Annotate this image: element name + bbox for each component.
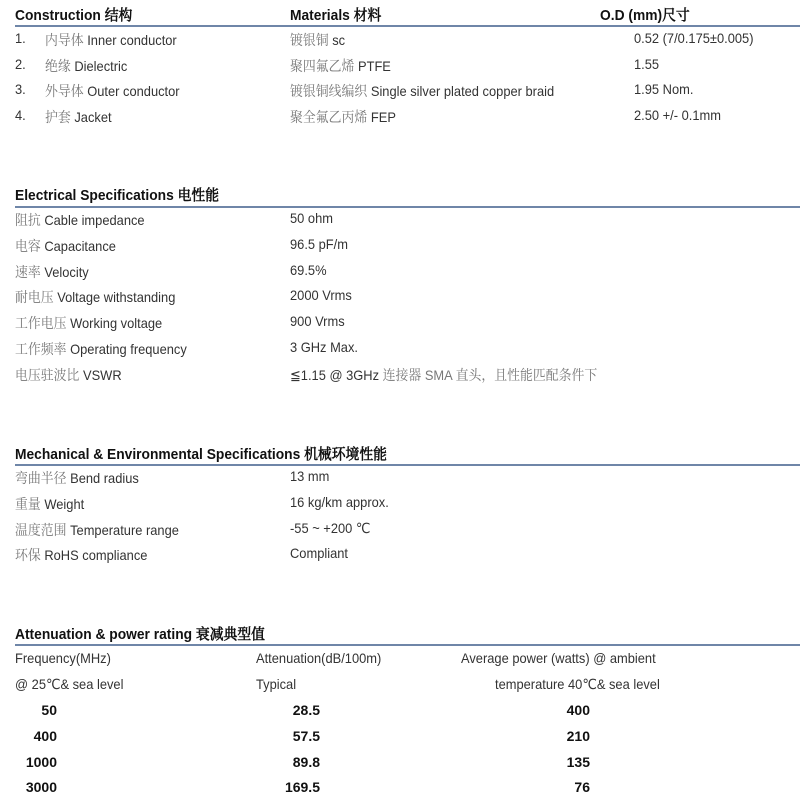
construction-item bbox=[45, 81, 180, 101]
electrical-value bbox=[290, 236, 348, 252]
mechanical-label-en: RoHS compliance bbox=[44, 547, 148, 564]
attenuation-header: Attenuation & power rating 衰减典型值 bbox=[15, 626, 265, 643]
electrical-value bbox=[290, 210, 333, 226]
construction-material-en: Single silver plated copper braid bbox=[370, 83, 555, 99]
construction-row-number: 4. bbox=[15, 106, 26, 123]
electrical-label bbox=[15, 287, 175, 307]
electrical-label-cn: 电容 bbox=[15, 237, 41, 254]
construction-od: 2.50 +/- 0.1mm bbox=[634, 106, 721, 123]
mechanical-label bbox=[15, 468, 139, 488]
mechanical-label-cn: 环保 bbox=[15, 547, 41, 564]
electrical-label-en: Velocity bbox=[44, 263, 89, 280]
construction-row-number: 3. bbox=[15, 81, 26, 97]
electrical-label bbox=[15, 365, 122, 385]
construction-row-number: 2. bbox=[15, 55, 26, 72]
mechanical-header: Mechanical & Environmental Specifications 机械环境性能 bbox=[15, 446, 387, 463]
construction-item-en: Jacket bbox=[74, 108, 112, 125]
construction-row-number: 1. bbox=[15, 30, 26, 46]
electrical-value-note: 连接器 SMA 直头，且性能匹配条件下 bbox=[382, 366, 598, 383]
construction-item-cn: 绝缘 bbox=[45, 57, 71, 74]
electrical-value bbox=[290, 287, 352, 303]
construction-item-en: Dielectric bbox=[74, 57, 128, 74]
frequency-value: 1000 bbox=[25, 753, 57, 770]
attenuation-value: 89.8 bbox=[292, 753, 320, 770]
construction-material bbox=[290, 107, 396, 127]
electrical-label-en: Voltage withstanding bbox=[57, 289, 176, 306]
construction-item-cn: 内导体 bbox=[45, 32, 84, 48]
electrical-label-cn: 速率 bbox=[15, 263, 41, 280]
mechanical-label bbox=[15, 494, 84, 514]
electrical-value bbox=[290, 262, 327, 278]
electrical-value bbox=[290, 313, 345, 329]
mechanical-label bbox=[15, 545, 147, 565]
frequency-column-header: Frequency(MHz) bbox=[15, 650, 111, 666]
mechanical-label-en: Bend radius bbox=[70, 470, 139, 486]
electrical-value bbox=[290, 365, 597, 385]
construction-item-cn: 外导体 bbox=[45, 83, 84, 99]
electrical-value-text: 900 Vrms bbox=[290, 313, 345, 330]
construction-material-en: sc bbox=[332, 32, 346, 48]
electrical-value-text: ≦1.15 @ 3GHz bbox=[290, 366, 380, 383]
electrical-label-cn: 电压驻波比 bbox=[15, 366, 80, 383]
construction-material-en: PTFE bbox=[357, 57, 391, 74]
power-column-header: Average power (watts) @ ambient bbox=[461, 650, 656, 666]
electrical-section bbox=[0, 175, 800, 395]
mechanical-label bbox=[15, 520, 179, 540]
construction-od: 1.55 bbox=[634, 55, 660, 72]
construction-material-cn: 镀银铜线编织 bbox=[290, 83, 368, 99]
electrical-label-en: Capacitance bbox=[44, 237, 116, 254]
mechanical-label-cn: 重量 bbox=[15, 495, 41, 512]
power-column-subheader: temperature 40℃& sea level bbox=[495, 676, 660, 692]
construction-item-cn: 护套 bbox=[45, 108, 71, 125]
electrical-label-cn: 工作频率 bbox=[15, 341, 67, 357]
construction-item-en: Outer conductor bbox=[87, 83, 180, 99]
power-value: 76 bbox=[574, 779, 590, 796]
electrical-value-text: 3 GHz Max. bbox=[290, 339, 358, 355]
construction-item bbox=[45, 30, 177, 50]
frequency-value: 400 bbox=[33, 727, 57, 744]
section-rule bbox=[15, 464, 800, 466]
electrical-value-text: 96.5 pF/m bbox=[290, 235, 348, 252]
mechanical-value: 13 mm bbox=[290, 468, 330, 484]
attenuation-column-header: Attenuation(dB/100m) bbox=[256, 650, 382, 666]
mechanical-value: Compliant bbox=[290, 545, 348, 562]
attenuation-section bbox=[0, 610, 800, 800]
od-header: O.D (mm)尺寸 bbox=[600, 7, 690, 24]
electrical-label bbox=[15, 339, 187, 359]
electrical-value-text: 2000 Vrms bbox=[290, 287, 352, 304]
construction-od: 1.95 Nom. bbox=[634, 81, 694, 97]
construction-od: 0.52 (7/0.175±0.005) bbox=[634, 30, 754, 46]
construction-header: Construction 结构 bbox=[15, 7, 133, 24]
construction-material bbox=[290, 81, 554, 101]
electrical-label-en: Operating frequency bbox=[70, 341, 187, 357]
electrical-header: Electrical Specifications 电性能 bbox=[15, 187, 220, 204]
construction-material-cn: 聚全氟乙丙烯 bbox=[290, 108, 368, 125]
power-value: 400 bbox=[566, 702, 590, 718]
section-rule bbox=[15, 644, 800, 646]
attenuation-column-subheader: Typical bbox=[256, 676, 297, 692]
power-value: 135 bbox=[566, 753, 590, 770]
mechanical-section bbox=[0, 430, 800, 570]
frequency-column-subheader: @ 25℃& sea level bbox=[15, 676, 124, 692]
mechanical-label-cn: 弯曲半径 bbox=[15, 470, 67, 486]
electrical-label bbox=[15, 313, 162, 333]
mechanical-label-en: Weight bbox=[44, 495, 85, 512]
construction-material-en: FEP bbox=[370, 108, 396, 125]
section-rule bbox=[15, 206, 800, 208]
mechanical-value: -55 ~ +200 ℃ bbox=[290, 519, 371, 536]
electrical-label-en: Working voltage bbox=[70, 315, 163, 332]
electrical-value-text: 50 ohm bbox=[290, 210, 333, 226]
electrical-label-cn: 工作电压 bbox=[15, 315, 67, 332]
electrical-label-en: VSWR bbox=[82, 366, 122, 383]
electrical-label bbox=[15, 210, 145, 230]
construction-item-en: Inner conductor bbox=[87, 32, 177, 48]
construction-material-cn: 聚四氟乙烯 bbox=[290, 57, 355, 74]
electrical-value-text: 69.5% bbox=[290, 261, 327, 278]
construction-material bbox=[290, 56, 391, 76]
section-rule bbox=[15, 25, 800, 27]
attenuation-value: 169.5 bbox=[284, 779, 320, 796]
mechanical-label-en: Temperature range bbox=[70, 521, 179, 538]
electrical-label bbox=[15, 236, 116, 256]
electrical-label-cn: 阻抗 bbox=[15, 212, 41, 228]
materials-header: Materials 材料 bbox=[290, 7, 382, 24]
frequency-value: 3000 bbox=[25, 779, 57, 796]
mechanical-value: 16 kg/km approx. bbox=[290, 493, 389, 510]
construction-item bbox=[45, 56, 127, 76]
electrical-label-en: Cable impedance bbox=[44, 212, 145, 228]
power-value: 210 bbox=[566, 727, 590, 744]
electrical-value bbox=[290, 339, 358, 355]
mechanical-label-cn: 温度范围 bbox=[15, 521, 67, 538]
construction-item bbox=[45, 107, 112, 127]
construction-material-cn: 镀银铜 bbox=[290, 32, 329, 48]
electrical-label-cn: 耐电压 bbox=[15, 289, 54, 306]
construction-material bbox=[290, 30, 345, 50]
frequency-value: 50 bbox=[41, 702, 57, 718]
attenuation-value: 28.5 bbox=[292, 702, 320, 718]
construction-section bbox=[0, 0, 800, 130]
electrical-label bbox=[15, 262, 89, 282]
attenuation-value: 57.5 bbox=[292, 727, 320, 744]
